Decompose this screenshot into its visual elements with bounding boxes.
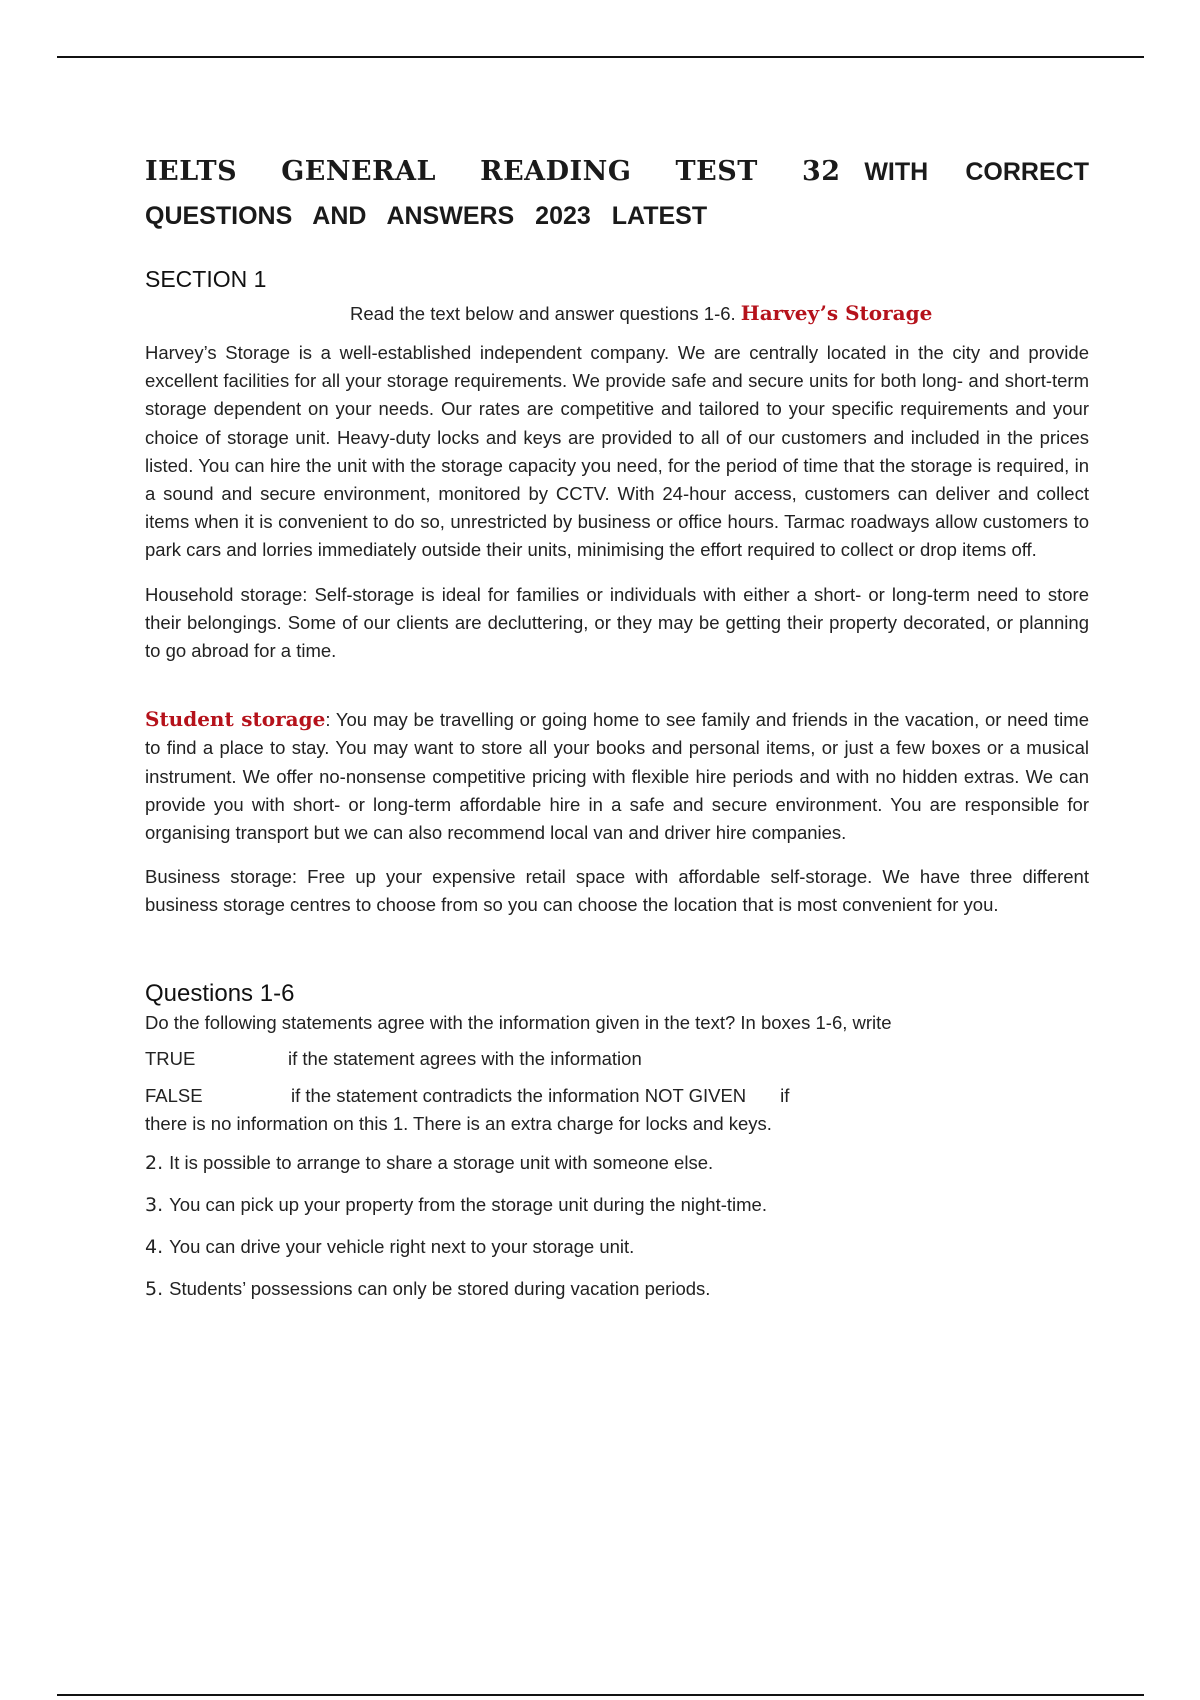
passage-title: Harvey’s Storage [740,301,933,325]
legend-if-word: if [780,1084,790,1106]
title-serif-part: IELTS GENERAL READING TEST 32 [145,156,841,187]
question-number: 4. [145,1235,164,1258]
question-text: Students’ possessions can only be stored during vacation periods. [169,1277,711,1299]
question-item [145,1194,1089,1216]
passage-paragraph-household: Household storage: Self-storage is ideal for families or individuals with either a short- or long-term need to store their belongings. Some of our clients are decluttering, or they may be getting their property decorated, or planning to go abroad for a time. [145,583,1089,662]
student-storage-text: : You may be travelling or going home to see family and friends in the vacation, or need time to find a place to stay. You may want to store all your books and personal items, or just a few boxes or a musical instrument. We offer no-nonsense competitive pricing with flexible hire periods and with no hidden extras. We can provide you with short- or long-term affordable hire in a safe and secure environment. You are responsible for organising transport but we can also recommend local van and driver hire companies. [145,709,1089,844]
legend-true-desc: if the statement agrees with the information [288,1047,642,1069]
legend-false-desc: if the statement contradicts the information NOT GIVEN [291,1084,747,1106]
question-text: You can pick up your property from the storage unit during the night-time. [169,1193,767,1215]
question-number: 2. [145,1151,164,1174]
document-content [145,150,1089,1320]
top-rule [57,56,1144,58]
section-heading: SECTION 1 [145,266,267,292]
question-item [145,1236,1089,1258]
student-storage-label: Student storage [145,707,326,732]
question-number: 3. [145,1193,164,1216]
passage-paragraph-business: Business storage: Free up your expensive retail space with affordable self-storage. We have three different business storage centres to choose from so you can choose the location that is most convenient for you. [145,866,1089,916]
question-item [145,1152,1089,1174]
question-text: You can drive your vehicle right next to your storage unit. [169,1235,635,1257]
passage-paragraph-student [145,705,1089,847]
questions-heading: Questions 1-6 [145,979,295,1007]
legend-false-line2: there is no information on this 1. There is an extra charge for locks and keys. [145,1112,772,1134]
bottom-rule [57,1694,1144,1696]
intro-text: Read the text below and answer questions 1-6. [350,303,736,324]
legend-false [145,1082,1089,1138]
legend-false-key: FALSE [145,1084,203,1106]
question-text: It is possible to arrange to share a storage unit with someone else. [169,1151,714,1173]
passage-paragraph-1: Harvey’s Storage is a well-established independent company. We are centrally located in the city and provide excellent facilities for all your storage requirements. We provide safe and secure units for both long- and short-term storage dependent on your needs. Our rates are competitive and tailored to your specific requirements and your choice of storage unit. Heavy-duty locks and keys are provided to all of our customers and included in the prices listed. You can hire the unit with the storage capacity you need, for the period of time that the storage is required, in a sound and secure environment, monitored by CCTV. With 24-hour access, customers can deliver and collect items when it is convenient to do so, unrestricted by business or office hours. Tarmac roadways allow customers to park cars and lorries immediately outside their units, minimising the effort required to collect or drop items off. [145,342,1089,561]
question-number: 5. [145,1277,164,1300]
question-item [145,1278,1089,1300]
questions-instructions: Do the following statements agree with the information given in the text? In boxes 1-6, write [145,1011,892,1033]
legend-true-key: TRUE [145,1047,196,1069]
legend-true [145,1048,1089,1070]
title-sans-part: WITH CORRECT QUESTIONS AND ANSWERS 2023 LATEST [145,158,1089,230]
document-title [145,150,1089,238]
passage-intro [145,301,1089,325]
